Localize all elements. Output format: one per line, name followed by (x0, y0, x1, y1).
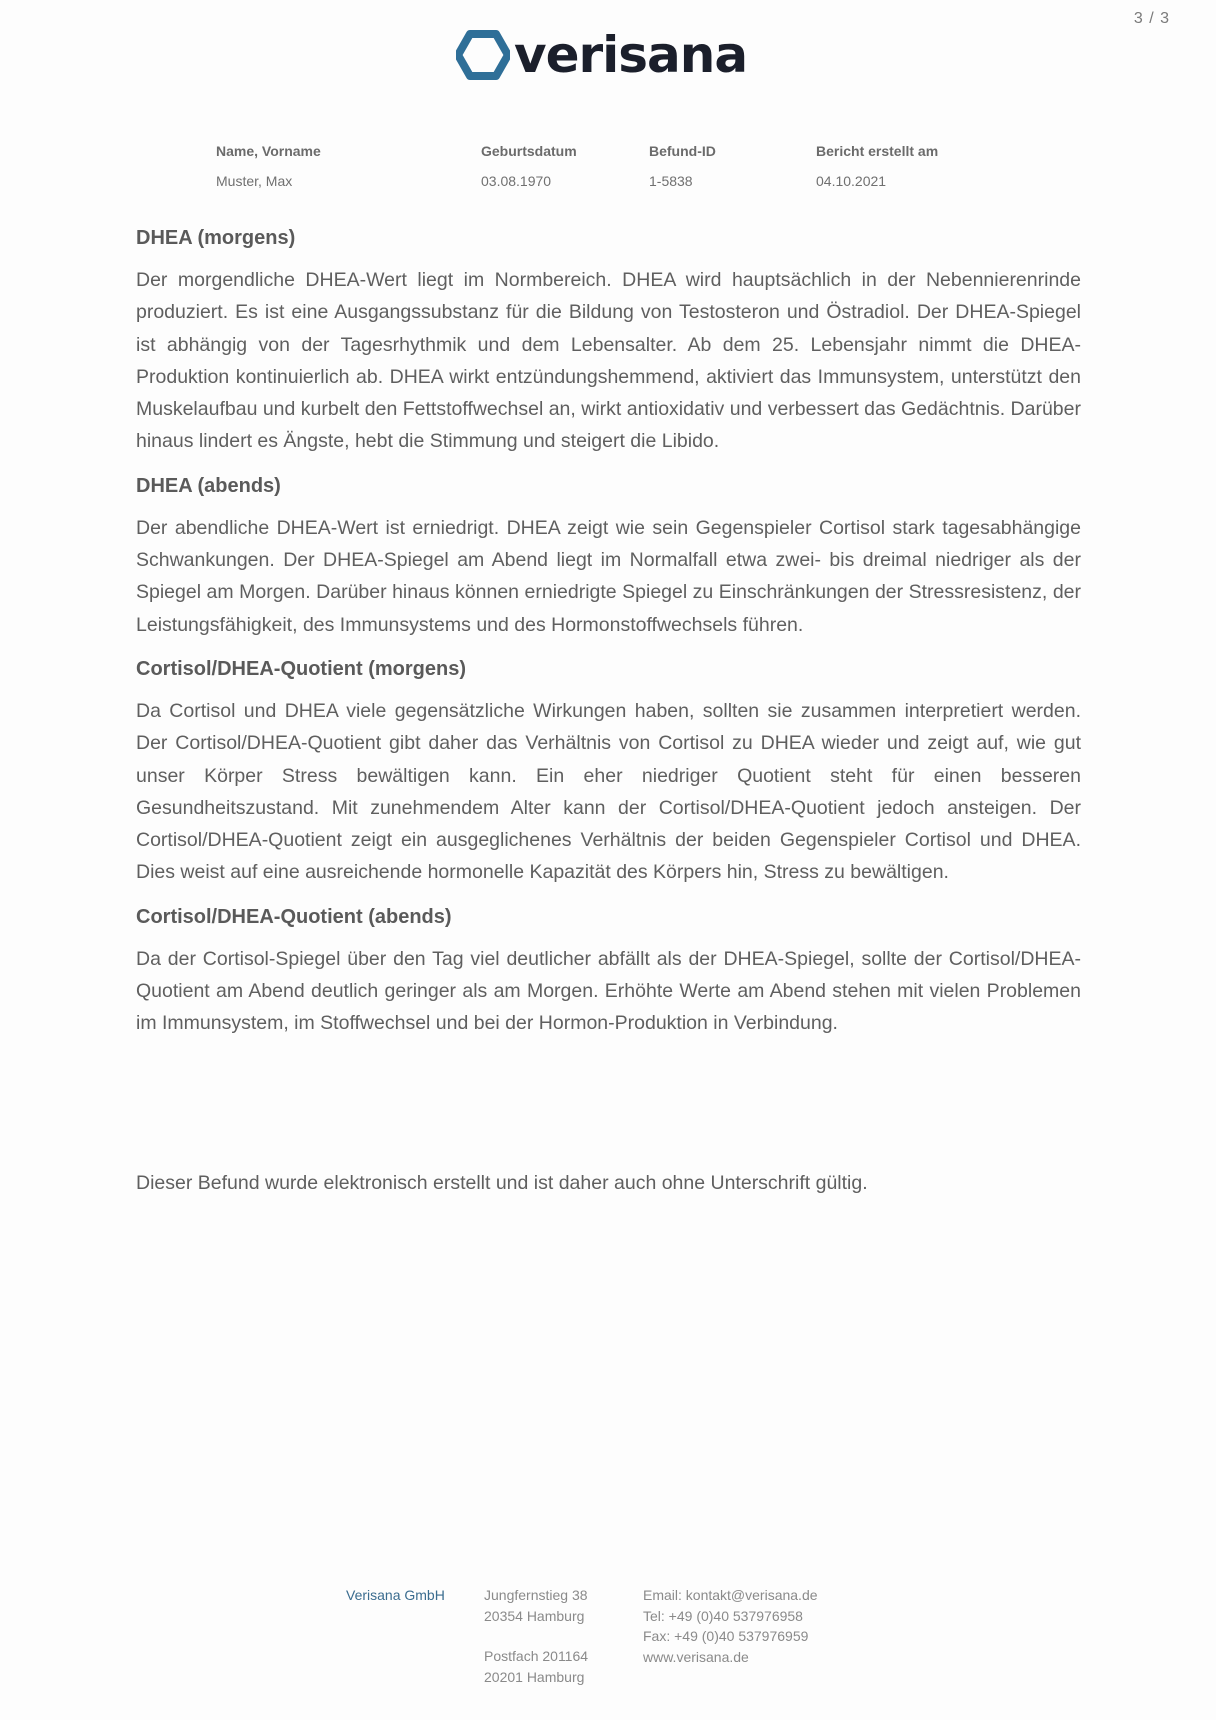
footer-po-box: Postfach 201164 (484, 1648, 589, 1664)
brand-logo (456, 26, 748, 84)
meta-birth-label: Geburtsdatum (481, 143, 577, 159)
section-text: Der morgendliche DHEA-Wert liegt im Normbereich. DHEA wird hauptsächlich in der Nebennierenrinde produziert. Es ist eine Ausgangssubstanz für die Bildung von Testosteron und Östradiol. Der DHEA-Spiegel ist abhängig von der Tagesrhythmik und dem Lebensalter. Ab dem 25. Lebensjahr nimmt die DHEA-Produktion kontinuierlich ab. DHEA wirkt entzündungshemmend, aktiviert das Immunsystem, unterstützt den Muskelaufbau und kurbelt den Fettstoffwechsel an, wirkt antioxidativ und verbessert das Gedächtnis. Darüber hinaus lindert es Ängste, hebt die Stimmung und steigert die Libido. (136, 269, 1081, 453)
meta-name-label: Name, Vorname (216, 143, 321, 159)
meta-name (216, 143, 321, 189)
footer-company (346, 1585, 445, 1606)
meta-id (649, 143, 716, 189)
footer-po-city: 20201 Hamburg (484, 1668, 585, 1685)
meta-id-label: Befund-ID (649, 143, 716, 159)
footer-fax: Fax: +49 (0)40 537976959 (643, 1628, 809, 1644)
section-heading: Cortisol/DHEA-Quotient (morgens) (136, 657, 466, 680)
section-text: Da der Cortisol-Spiegel über den Tag viel deutlicher abfällt als der DHEA-Spiegel, sollte der Cortisol/DHEA-Quotient am Abend deutlich geringer als am Morgen. Erhöhte Werte am Abend stehen mit vielen Problemen im Immunsystem, im Stoffwechsel und bei der Hormon-Produktion in Verbindung. (136, 947, 1081, 1035)
meta-id-value: 1-5838 (649, 173, 693, 189)
meta-created (816, 143, 938, 189)
footer-tel: Tel: +49 (0)40 537976958 (643, 1607, 803, 1624)
meta-name-value: Muster, Max (216, 173, 293, 189)
meta-created-label: Bericht erstellt am (816, 143, 939, 159)
meta-birth (481, 143, 577, 189)
footer-company-name: Verisana GmbH (346, 1587, 445, 1603)
electronic-signature-note: Dieser Befund wurde elektronisch erstellt und ist daher auch ohne Unterschrift gültig. (136, 1172, 868, 1194)
section-text: Der abendliche DHEA-Wert ist erniedrigt. DHEA zeigt wie sein Gegenspieler Cortisol stark tagesabhängige Schwankungen. Der DHEA-Spiegel am Abend liegt im Normalfall etwa zwei- bis dreimal niedriger als der Spiegel am Morgen. Darüber hinaus können erniedrigte Spiegel zu Einschränkungen der Stressresistenz, der Leistungsfähigkeit, des Immunsystems und des Hormonstoffwechsels führen. (136, 516, 1081, 636)
meta-created-value: 04.10.2021 (816, 173, 887, 189)
report-content (136, 224, 1081, 1054)
meta-birth-value: 03.08.1970 (481, 173, 552, 189)
section-text: Da Cortisol und DHEA viele gegensätzliche Wirkungen haben, sollten sie zusammen interpretiert werden. Der Cortisol/DHEA-Quotient gibt daher das Verhältnis von Cortisol zu DHEA wieder und zeigt auf, wie gut unser Körper Stress bewältigen kann. Ein eher niedriger Quotient steht für einen besseren Gesundheitszustand. Mit zunehmendem Alter kann der Cortisol/DHEA-Quotient jedoch ansteigen. Der Cortisol/DHEA-Quotient zeigt ein ausgeglichenes Verhältnis der beiden Gegenspieler Cortisol und DHEA. Dies weist auf eine ausreichende hormonelle Kapazität des Körpers hin, Stress zu bewältigen. (136, 699, 1081, 884)
footer-web: www.verisana.de (643, 1648, 749, 1665)
footer-street: Jungfernstieg 38 (484, 1587, 588, 1603)
verisana-logo-icon (456, 30, 510, 80)
section-heading: DHEA (abends) (136, 474, 281, 497)
section-heading: DHEA (morgens) (136, 227, 296, 249)
footer-city: 20354 Hamburg (484, 1607, 585, 1624)
footer-email: Email: kontakt@verisana.de (643, 1587, 818, 1603)
footer-address (484, 1585, 588, 1687)
brand-name: verisana (514, 26, 748, 84)
footer-contact (643, 1585, 818, 1667)
section-heading: Cortisol/DHEA-Quotient (abends) (136, 905, 452, 928)
page-number: 3 / 3 (1133, 10, 1170, 27)
